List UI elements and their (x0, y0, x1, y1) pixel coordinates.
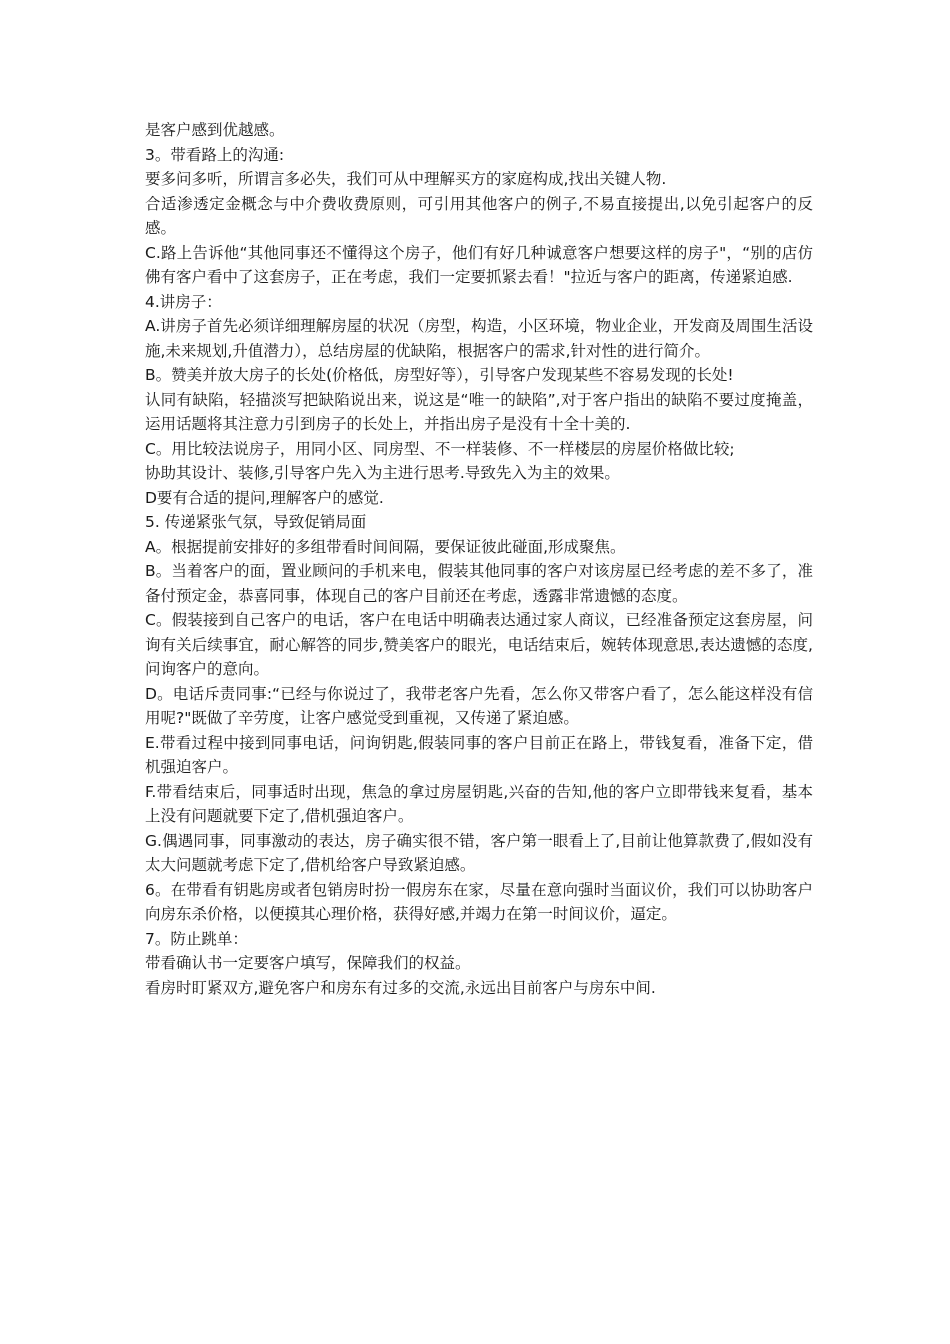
paragraph: C.路上告诉他“其他同事还不懂得这个房子，他们有好几种诚意客户想要这样的房子"，“别的店仿佛有客户看中了这套房子，正在考虑，我们一定要抓紧去看！"拉近与客户的距离，传递紧迫感. (145, 243, 813, 286)
paragraph: D。电话斥责同事:“已经与你说过了，我带老客户先看，怎么你又带客户看了，怎么能这样没有信用呢?"既做了辛劳度，让客户感觉受到重视，又传递了紧迫感。 (145, 684, 813, 727)
paragraph: 要多问多听，所谓言多必失，我们可从中理解买方的家庭构成,找出关键人物. (145, 170, 667, 188)
section-heading: 3。带看路上的沟通: (145, 145, 285, 164)
document-page (145, 118, 813, 1000)
paragraph: F.带看结束后，同事适时出现，焦急的拿过房屋钥匙,兴奋的告知,他的客户立即带钱来复看，基本上没有问题就要下定了,借机强迫客户。 (145, 782, 813, 825)
paragraph: B。当着客户的面，置业顾问的手机来电，假装其他同事的客户对该房屋已经考虑的差不多了，准备付预定金，恭喜同事，体现自己的客户目前还在考虑，透露非常遗憾的态度。 (145, 562, 813, 605)
paragraph: C。用比较法说房子，用同小区、同房型、不一样装修、不一样楼层的房屋价格做比较; (145, 439, 735, 458)
paragraph: 协助其设计、装修,引导客户先入为主进行思考.导致先入为主的效果。 (145, 464, 620, 482)
paragraph: C。假装接到自己客户的电话，客户在电话中明确表达通过家人商议，已经准备预定这套房屋，问询有关后续事宜，耐心解答的同步,赞美客户的眼光，电话结束后，婉转体现意思,表达遗憾的态度,问询客户的意向。 (145, 611, 813, 678)
paragraph: G.偶遇同事，同事激动的表达，房子确实很不错，客户第一眼看上了,目前让他算款费了,假如没有太大问题就考虑下定了,借机给客户导致紧迫感。 (145, 831, 813, 874)
paragraph: A.讲房子首先必须详细理解房屋的状况（房型，构造，小区环境，物业企业，开发商及周围生活设施,未来规划,升值潜力），总结房屋的优缺陷，根据客户的需求,针对性的进行简介。 (145, 317, 813, 360)
paragraph: E.带看过程中接到同事电话，问询钥匙,假装同事的客户目前正在路上，带钱复看，准备下定，借机强迫客户。 (145, 733, 813, 776)
paragraph: B。赞美并放大房子的长处(价格低，房型好等），引导客户发现某些不容易发现的长处! (145, 366, 734, 384)
section-heading: 5. 传递紧张气氛，导致促销局面 (145, 513, 367, 531)
paragraph: 带看确认书一定要客户填写，保障我们的权益。 (145, 954, 471, 972)
paragraph: 6。在带看有钥匙房或者包销房时扮一假房东在家，尽量在意向强时当面议价，我们可以协助客户向房东杀价格，以便摸其心理价格，获得好感,并竭力在第一时间议价，逼定。 (145, 880, 813, 923)
paragraph: A。根据提前安排好的多组带看时间间隔，要保证彼此碰面,形成聚焦。 (145, 537, 626, 556)
section-heading: 7。防止跳单： (145, 929, 248, 948)
paragraph: 合适渗透定金概念与中介费收费原则，可引用其他客户的例子,不易直接提出,以免引起客户的反感。 (145, 194, 813, 237)
section-heading: 4.讲房子： (145, 292, 222, 311)
paragraph: 是客户感到优越感。 (145, 121, 285, 139)
paragraph: D要有合适的提问,理解客户的感觉. (145, 488, 384, 507)
paragraph: 认同有缺陷，轻描淡写把缺陷说出来，说这是“唯一的缺陷”,对于客户指出的缺陷不要过度掩盖，运用话题将其注意力引到房子的长处上，并指出房子是没有十全十美的. (145, 390, 813, 433)
paragraph: 看房时盯紧双方,避免客户和房东有过多的交流,永远出目前客户与房东中间. (145, 978, 656, 997)
